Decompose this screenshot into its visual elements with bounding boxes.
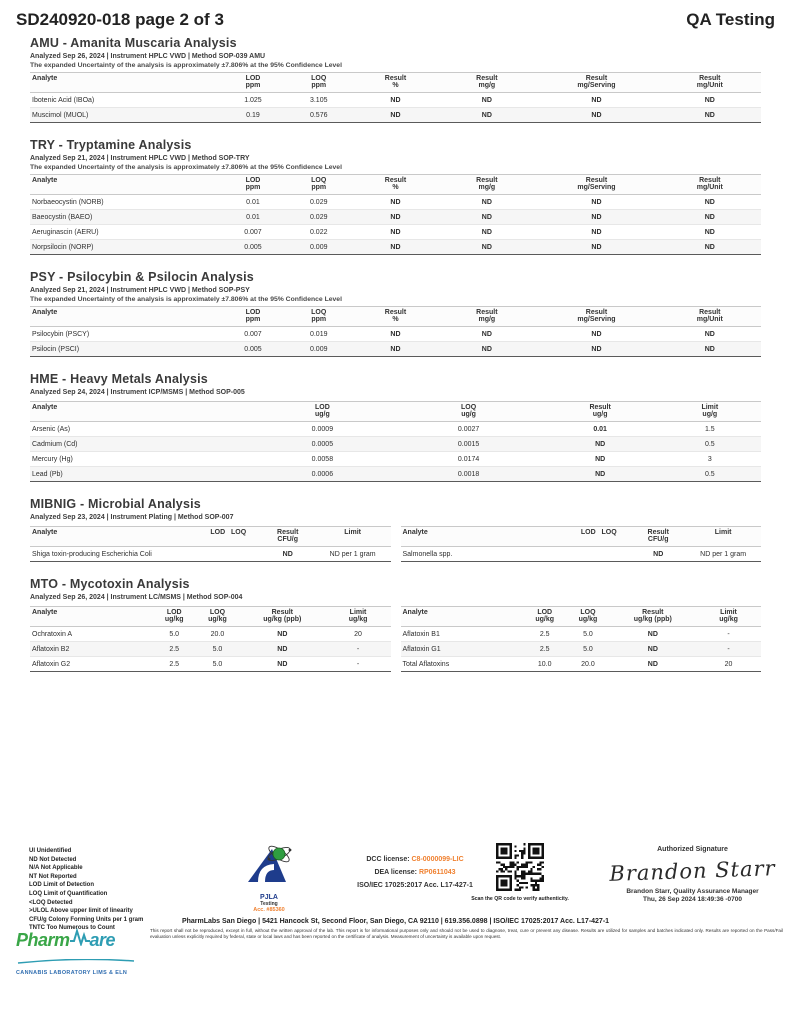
analysis-table [30,306,761,357]
table-row [30,452,761,467]
table-row [30,240,761,255]
table-cell: 5.0 [566,642,609,657]
column-header: LOD ug/kg [153,607,196,627]
signer-name-title: Brandon Starr, Quality Assurance Manager [626,888,759,895]
table-cell: 0.0027 [457,425,480,433]
table-cell: ND [534,342,658,357]
legend-item: <LOQ Detected [29,899,73,906]
column-header: LOQ ppm [286,73,352,93]
table-cell: 2.5 [539,630,550,638]
column-header: LOQ ug/g [395,402,541,422]
qr-code [494,843,546,891]
table-cell: ND [390,330,401,338]
table-cell: 3.105 [309,96,328,104]
table-cell: 20 [354,630,362,638]
table-cell: 0.01 [593,425,607,433]
table-cell: ND [542,452,659,467]
table-cell: Norbaeocystin (NORB) [32,198,104,206]
table-cell: ND [659,225,761,240]
section-uncertainty: The expanded Uncertainty of the analysis is approximately ±7.806% at the 95% Confidence Level [30,62,342,69]
column-header: Result CFU/g [631,527,685,547]
table-cell: ND [352,342,440,357]
table-cell: 5.0 [196,657,239,672]
table-cell: 5.0 [196,642,239,657]
table-row [30,437,761,452]
table-cell: ND [542,467,659,482]
table-cell: - [326,642,391,657]
table-cell: Ochratoxin A [32,630,73,638]
table-cell: ND [534,210,658,225]
table-row [30,467,761,482]
section-title: HME - Heavy Metals Analysis [30,372,208,386]
table-row [30,93,761,108]
table-cell: Norpsilocin (NORP) [30,240,220,255]
table-cell: ND [481,330,492,338]
column-header: Analyte [30,175,220,195]
table-cell: - [696,642,761,657]
table-cell: 0.0015 [395,437,541,452]
column-header: Analyte [401,607,524,627]
table-cell: ND [659,240,761,255]
column-header: LOD ug/kg [523,607,566,627]
legend-item: CFU/g Colony Forming Units per 1 gram [29,916,144,923]
section-title: MIBNIG - Microbial Analysis [30,497,201,511]
table-row [30,327,761,342]
legend-item: UI Unidentified [29,848,72,854]
section-meta: Analyzed Sep 23, 2024 | Instrument Plating | Method SOP-007 [30,514,234,521]
section-try [30,138,761,255]
table-cell: Aflatoxin B1 [402,630,440,638]
column-header: Analyte [30,307,220,327]
table-cell: ND [352,210,440,225]
section-amu [30,36,761,123]
table-cell: ND [277,630,288,638]
legend-item: ND Not Detected [29,856,77,863]
table-cell: 3 [659,452,761,467]
table-cell: Mercury (Hg) [30,452,249,467]
table-cell: 20.0 [566,657,609,672]
table-header-row [30,175,761,195]
table-row [30,108,761,123]
dcc-license-label: DCC license: [366,856,410,863]
table-cell: 0.0005 [249,437,395,452]
section-title: TRY - Tryptamine Analysis [30,138,192,152]
table-cell: ND [610,642,697,657]
dea-license-line [330,866,500,879]
table-row [30,422,761,437]
table-cell: Psilocybin (PSCY) [32,330,90,338]
column-header: Result mg/g [439,175,534,195]
page-header [16,10,775,30]
column-header: Result mg/g [439,307,534,327]
legend-item: NT Not Reported [29,873,77,880]
table-row [30,225,761,240]
column-header: Result mg/Serving [534,73,658,93]
analysis-table [30,526,391,562]
table-cell: - [326,657,391,672]
legend-item: >ULOL Above upper limit of linearity [29,908,133,915]
section-hme [30,372,761,482]
table-cell: Arsenic (As) [32,425,71,433]
section-uncertainty: The expanded Uncertainty of the analysis is approximately ±7.806% at the 95% Confidence Level [30,296,342,303]
column-header: Result mg/Unit [659,73,761,93]
table-cell: ND [591,198,602,206]
column-header: LOD ug/g [249,402,395,422]
table-cell: ND [352,108,440,123]
table-cell: 0.576 [286,108,352,123]
table-cell: Total Aflatoxins [401,657,524,672]
table-cell: 0.01 [246,198,260,206]
table-cell: 1.025 [244,96,262,104]
dea-license-label: DEA license: [374,869,417,876]
table-cell: ND [239,657,326,672]
pulse-wave-icon [70,928,90,951]
analysis-table [30,174,761,255]
table-cell: Cadmium (Cd) [30,437,249,452]
table-cell: Aeruginascin (AERU) [30,225,220,240]
column-header: LOD LOQ [196,527,261,547]
column-header: Analyte [30,527,196,547]
column-header: Limit [315,527,391,547]
column-header: LOD ppm [220,307,286,327]
column-header: LOQ ug/kg [196,607,239,627]
column-header: LOQ ppm [286,307,352,327]
table-cell: Aflatoxin G1 [401,642,524,657]
table-cell: Psilocin (PSCI) [30,342,220,357]
table-cell: Aflatoxin G2 [30,657,153,672]
column-header: Result ug/g [542,402,659,422]
table-cell: - [727,630,730,638]
table-cell: 0.019 [309,330,328,338]
analysis-table [30,72,761,123]
table-cell: ND [659,342,761,357]
logo-underline-swoosh [16,959,136,964]
table-cell: 20.0 [210,630,225,638]
table-cell: ND [481,96,492,104]
section-psy [30,270,761,357]
table-cell [566,547,631,562]
section-mto [30,577,761,672]
analysis-table [30,606,391,672]
table-cell: Lead (Pb) [30,467,249,482]
authorized-signature-label: Authorized Signature [657,846,728,853]
signature-script: Brandon Starr [609,856,776,886]
table-cell: ND [239,642,326,657]
pjla-logo-icon [245,875,293,892]
column-header: Analyte [30,607,153,627]
table-header-row [30,402,761,422]
table-cell: 0.5 [659,437,761,452]
table-cell: ND [439,210,534,225]
pharmware-logo [16,928,141,976]
table-row [401,642,762,657]
column-header: LOQ ppm [286,175,352,195]
dcc-license-line [330,853,500,866]
column-header: Result ug/kg (ppb) [610,607,697,627]
section-title: PSY - Psilocybin & Psilocin Analysis [30,270,254,284]
table-cell: ND [390,198,401,206]
column-header: Limit ug/kg [326,607,391,627]
analysis-table [401,526,762,562]
table-cell: 10.0 [523,657,566,672]
table-cell: ND [659,108,761,123]
lab-address-line: PharmLabs San Diego | 5421 Hancock St, Second Floor, San Diego, CA 92110 | 619.356.0898 | ISO/IEC 17025:2017 Acc. L17-427-1 [181,918,610,925]
table-cell: 2.5 [153,642,196,657]
table-row [30,547,391,562]
table-cell: ND [261,547,315,562]
table-row [401,547,762,562]
table-cell: 0.0009 [311,425,334,433]
table-cell: 0.005 [220,240,286,255]
signature-block [600,846,785,904]
table-cell: ND [704,96,715,104]
table-cell: ND [439,342,534,357]
section-mibnig [30,497,761,562]
column-header: Result CFU/g [261,527,315,547]
column-header: Result % [352,73,440,93]
pharmware-tagline: CANNABIS LABORATORY LIMS & ELN [16,970,128,976]
table-cell: Aflatoxin B2 [30,642,153,657]
column-header: LOD ppm [220,175,286,195]
pjla-sub: Testing [260,901,278,907]
table-cell: ND [542,437,659,452]
legend-item: N/A Not Applicable [29,865,83,872]
section-meta: Analyzed Sep 24, 2024 | Instrument ICP/MSMS | Method SOP-005 [30,389,245,396]
section-title: MTO - Mycotoxin Analysis [30,577,190,591]
table-cell: Muscimol (MUOL) [30,108,220,123]
column-header: Limit ug/kg [696,607,761,627]
table-row [401,627,762,642]
table-cell: 0.01 [220,210,286,225]
legend-item: LOD Limit of Detection [29,882,94,889]
table-cell: 0.19 [220,108,286,123]
table-cell: ND per 1 gram [315,547,391,562]
table-cell: Ibotenic Acid (IBOa) [32,96,95,104]
table-cell: ND [610,657,697,672]
table-cell: 0.0174 [395,452,541,467]
column-header: LOD LOQ [566,527,631,547]
table-cell: ND [534,108,658,123]
table-cell: 2.5 [153,657,196,672]
table-cell: ND [439,240,534,255]
column-header: Result mg/g [439,73,534,93]
pjla-name: PJLA [260,894,278,901]
table-cell: ND [390,96,401,104]
table-row [401,657,762,672]
table-header-row [30,307,761,327]
table-row [30,342,761,357]
table-cell: 20 [696,657,761,672]
table-cell: 0.0006 [249,467,395,482]
table-cell: Salmonella spp. [401,547,567,562]
table-header-row [30,607,391,627]
legend-item: TNTC Too Numerous to Count [29,925,115,932]
section-meta: Analyzed Sep 21, 2024 | Instrument HPLC VWD | Method SOP-PSY [30,287,250,294]
column-header: Result mg/Serving [534,175,658,195]
qr-caption: Scan the QR code to verify authenticity. [471,896,569,902]
table-cell: ND [439,108,534,123]
table-header-row [30,527,391,547]
column-header: Result mg/Serving [534,307,658,327]
report-body [30,36,761,687]
table-cell: 0.007 [244,330,262,338]
table-cell: ND [659,210,761,225]
table-cell: 0.009 [286,240,352,255]
dcc-license-value: C8-0000099-LIC [411,856,464,863]
table-cell: ND [704,198,715,206]
pjla-acc-value: #85360 [266,907,285,913]
legal-disclaimer: This report shall not be reproduced, except in full, without the written approval of the lab. This report is for informational purposes only and should not be used to diagnose, treat, cure or prevent any disease. Results are utilized for samples and batches indicated only. Results are reported on the Pass/Fail evaluation unless explicitly required by federal, state or local laws and has been reported on the certificate of analysis. Measurement of uncertainty is available upon request. [150,928,783,939]
table-cell: ND per 1 gram [685,547,761,562]
table-row [30,195,761,210]
table-row [30,627,391,642]
table-header-row [30,73,761,93]
column-header: Result % [352,175,440,195]
table-cell: 1.5 [704,425,715,433]
dea-license-value: RP0611043 [418,869,456,876]
column-header: Limit ug/g [659,402,761,422]
table-cell: ND [631,547,685,562]
table-cell: Baeocystin (BAEO) [30,210,220,225]
table-cell: 0.029 [309,198,328,206]
table-cell: 0.007 [220,225,286,240]
table-cell: 0.5 [659,467,761,482]
section-meta: Analyzed Sep 26, 2024 | Instrument LC/MSMS | Method SOP-004 [30,594,243,601]
column-header: LOD ppm [220,73,286,93]
table-cell: Shiga toxin-producing Escherichia Coli [30,547,196,562]
column-header: Analyte [30,73,220,93]
table-cell: 2.5 [523,642,566,657]
table-cell: ND [352,225,440,240]
table-cell [196,547,261,562]
pjla-acc-label: Acc. [253,907,267,913]
table-cell: ND [591,330,602,338]
column-header: LOQ ug/kg [566,607,609,627]
table-cell: ND [352,240,440,255]
table-cell: 5.0 [169,630,180,638]
table-header-row [401,607,762,627]
table-cell: 5.0 [583,630,593,638]
column-header: Analyte [401,527,567,547]
section-meta: Analyzed Sep 21, 2024 | Instrument HPLC VWD | Method SOP-TRY [30,155,250,162]
pharmware-logo-ware: are [89,930,116,950]
iso-accreditation-line: ISO/IEC 17025:2017 Acc. L17-427-1 [357,882,473,889]
column-header: Result % [352,307,440,327]
document-id: SD240920-018 page 2 of 3 [16,10,224,29]
table-cell: 0.0058 [249,452,395,467]
section-meta: Analyzed Sep 26, 2024 | Instrument HPLC VWD | Method SOP-039 AMU [30,53,266,60]
table-cell: 0.009 [286,342,352,357]
table-header-row [401,527,762,547]
table-row [30,210,761,225]
license-block [330,853,500,892]
column-header: Result mg/Unit [659,175,761,195]
pjla-accreditation-number [236,907,302,913]
table-cell: ND [439,225,534,240]
table-cell: 0.0018 [395,467,541,482]
legend-item: LOQ Limit of Quantification [29,890,108,897]
analysis-table [401,606,762,672]
table-cell: ND [534,225,658,240]
table-row [30,642,391,657]
pharmware-logo-pharm: Pharm [16,930,70,950]
pjla-accreditation-badge [236,842,302,913]
analysis-table [30,401,761,482]
signature-timestamp: Thu, 26 Sep 2024 18:49:36 -0700 [642,896,742,903]
table-row [30,657,391,672]
table-cell: 0.005 [220,342,286,357]
table-cell: ND [704,330,715,338]
table-cell: ND [534,240,658,255]
column-header: Result ug/kg (ppb) [239,607,326,627]
report-type-label: QA Testing [686,10,775,29]
table-cell: ND [481,198,492,206]
section-uncertainty: The expanded Uncertainty of the analysis is approximately ±7.806% at the 95% Confidence Level [30,164,342,171]
table-cell: ND [647,630,658,638]
column-header: Limit [685,527,761,547]
table-cell: ND [591,96,602,104]
table-cell: 0.022 [286,225,352,240]
column-header: Result mg/Unit [659,307,761,327]
column-header: Analyte [30,402,249,422]
table-cell: 0.029 [286,210,352,225]
section-title: AMU - Amanita Muscaria Analysis [30,36,237,50]
